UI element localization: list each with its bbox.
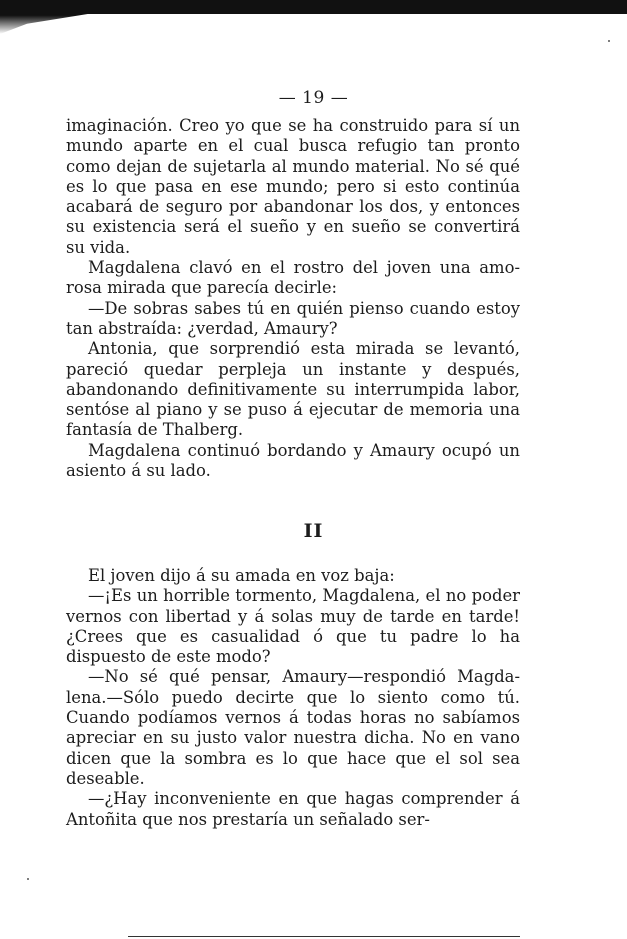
bottom-rule (128, 936, 520, 937)
chapter-heading: II (303, 520, 324, 542)
paragraph-dialogue: —No sé qué pensar, Amaury—respondió Magdalena.—Sólo puedo decirte que lo siento como tú. Cuando podíamos vernos á todas horas no sabíamos apreciar en su justo valor nuestra dicha. No en vano dicen que la sombra es lo que hace que el sol sea deseable. (66, 667, 520, 788)
paragraph: Magdalena continuó bordando y Amaury ocupó un asiento á su lado. (66, 440, 520, 481)
page-number: — 19 — (278, 88, 349, 108)
scan-speck (27, 878, 29, 880)
paragraph: Antonia, que sorprendió esta mirada se levantó, pareció quedar perpleja un instante y después, abandonando definitivamente su interrumpida labor, sentóse al piano y se puso á ejecutar de memoria una fantasía de Thalberg. (66, 339, 520, 440)
scan-top-edge (0, 0, 627, 14)
paragraph-continuation: imaginación. Creo yo que se ha construido para sí un mundo aparte en el cual busca refugio tan pronto como dejan de sujetarla al mundo material. No sé qué es lo que pasa en ese mundo; pero si esto continúa acabará de seguro por abandonar los dos, y entonces su existencia será el sueño y en sueño se convertirá su vida. (66, 116, 520, 257)
body-text-section-1 (66, 116, 520, 481)
paragraph: Magdalena clavó en el rostro del joven una amorosa mirada que parecía decirle: (66, 258, 520, 298)
scan-corner-shadow (0, 0, 90, 34)
paragraph-dialogue: —¿Hay inconveniente en que hagas comprender á Antoñita que nos prestaría un señalado ser- (66, 789, 520, 829)
paragraph-dialogue: —De sobras sabes tú en quién pienso cuando estoy tan abstraída: ¿verdad, Amaury? (66, 298, 520, 338)
scan-speck (608, 40, 610, 42)
paragraph: El joven dijo á su amada en voz baja: (88, 566, 395, 585)
paragraph-dialogue: —¡Es un horrible tormento, Magdalena, el no poder vernos con libertad y á solas muy de tarde en tarde! ¿Crees que es casualidad ó que tu padre lo ha dispuesto de este modo? (66, 586, 520, 667)
body-text-section-2 (66, 566, 520, 830)
